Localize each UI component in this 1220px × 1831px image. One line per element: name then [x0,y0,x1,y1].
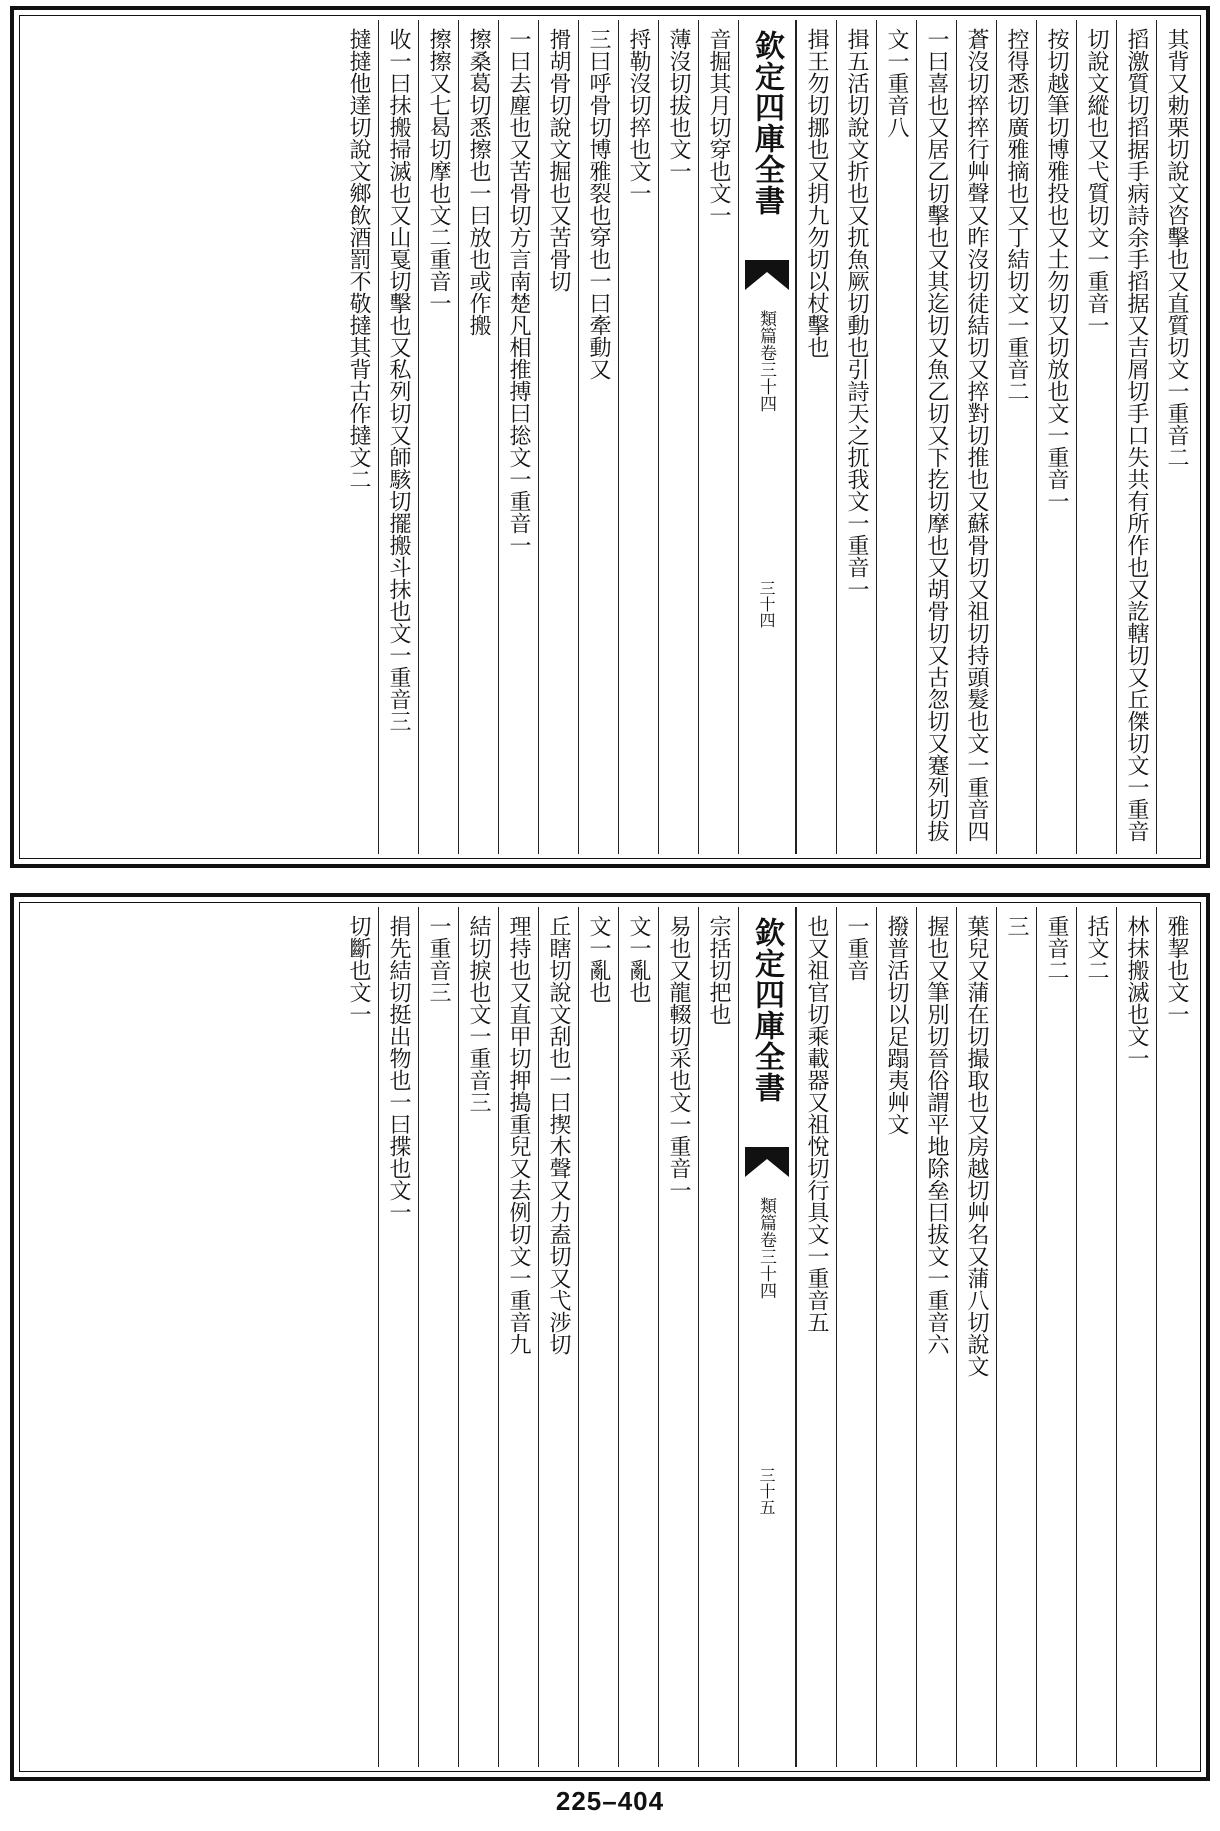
center-fold-column [738,907,796,1767]
text-column: 雅挈也文一 [1156,907,1196,1767]
page-number: 三十五 [757,1467,776,1515]
text-column: 也又祖官切乘載器又祖悅切行具文一重音五 [796,907,836,1767]
text-column: 握也又筆別切晉俗謂平地除垒曰拔文一重音六 [916,907,956,1767]
header-label: 類篇 [756,1197,776,1231]
text-column: 括文二 [1076,907,1116,1767]
text-column: 三曰呼骨切博雅裂也穿也一曰牽動又 [578,20,618,854]
text-column: 三 [996,907,1036,1767]
text-column: 文一重音八 [876,20,916,854]
text-column: 擦擦又七曷切摩也文二重音一 [418,20,458,854]
bottom-page-panel [10,893,1210,1781]
text-column: 理持也又直甲切押搗重兒又去例切文一重音九 [498,907,538,1767]
catalog-number: 225–404 [555,1786,665,1816]
category-label [739,310,795,412]
text-column: 控得悉切廣雅摘也又丁結切文一重音二 [996,20,1036,854]
fishtail-mark-icon [745,260,789,290]
text-column: 一曰去塵也又苦骨切方言南楚凡相推搏曰捴文一重音一 [498,20,538,854]
text-column: 撥普活切以足蹋夷艸文 [876,907,916,1767]
text-column: 捐先結切挺出物也一曰揲也文一 [378,907,418,1767]
text-column: 收一曰抹搬掃滅也又山戛切擊也又私列切又師駭切擺搬斗抹也文一重音三 [378,20,418,854]
text-column: 葉兒又蒲在切撮取也又房越切艸名又蒲八切說文 [956,907,996,1767]
text-column: 文一亂也 [578,907,618,1767]
text-column: 撻撻他達切說文鄉飲酒罰不敬撻其背古作撻文二 [346,28,371,490]
text-column: 揖王勿切挪也又抈九勿切以杖擊也 [796,20,836,854]
text-column: 揖五活切說文折也又扤魚厥切動也引詩天之扤我文一重音一 [836,20,876,854]
text-column: 搰胡骨切說文掘也又苦骨切 [538,20,578,854]
category-label [739,1197,795,1299]
book-title: 欽定四庫全書 [749,917,784,1103]
text-column: 一重音 [836,907,876,1767]
text-column: 按切越筆切博雅投也又土勿切又切放也文一重音一 [1036,20,1076,854]
center-fold-column [738,20,796,854]
page-number: 三十四 [757,580,776,628]
text-column: 重音二 [1036,907,1076,1767]
text-column: 一重音三 [418,907,458,1767]
top-page-panel [10,6,1210,868]
header-label: 類篇 [756,310,776,344]
text-column: 切斷也文一 [346,915,371,1025]
top-page-columns [24,20,1196,854]
text-column: 薄沒切拔也文一 [658,20,698,854]
text-column: 文一亂也 [618,907,658,1767]
volume-label: 卷三十四 [756,1231,776,1299]
text-column: 一曰喜也又居乙切擊也又其迄切又魚乙切又下扢切摩也又胡骨切又古忽切又蹇列切拔 [916,20,956,854]
text-column: 捋勒沒切捽也文一 [618,20,658,854]
text-column: 蒼沒切捽捽行艸聲又昨沒切徒結切又捽對切推也又蘇骨切又祖切持頭髮也文一重音四 [956,20,996,854]
text-column: 林抹搬滅也文一 [1116,907,1156,1767]
text-column: 宗括切把也 [698,907,738,1767]
fishtail-mark-icon [745,1147,789,1177]
text-column: 音掘其月切穿也文一 [698,20,738,854]
text-column: 切說文縱也又弋質切文一重音一 [1076,20,1116,854]
text-column: 易也又龍輟切采也文一重音一 [658,907,698,1767]
volume-label: 卷三十四 [756,344,776,412]
text-column: 搯激質切搯据手病詩余手搯据又吉屑切手口失共有所作也又訖轄切又丘傑切文一重音 [1116,20,1156,854]
text-column: 結切捩也文一重音三 [458,907,498,1767]
text-column: 丘瞎切說文刮也一曰揳木聲又力盍切又弋涉切 [538,907,578,1767]
bottom-page-columns [24,907,1196,1767]
book-title: 欽定四庫全書 [749,30,784,216]
text-column: 其背又勅栗切說文咨擊也又直質切文一重音二 [1156,20,1196,854]
text-column: 擦桑葛切悉擦也一曰放也或作搬 [458,20,498,854]
